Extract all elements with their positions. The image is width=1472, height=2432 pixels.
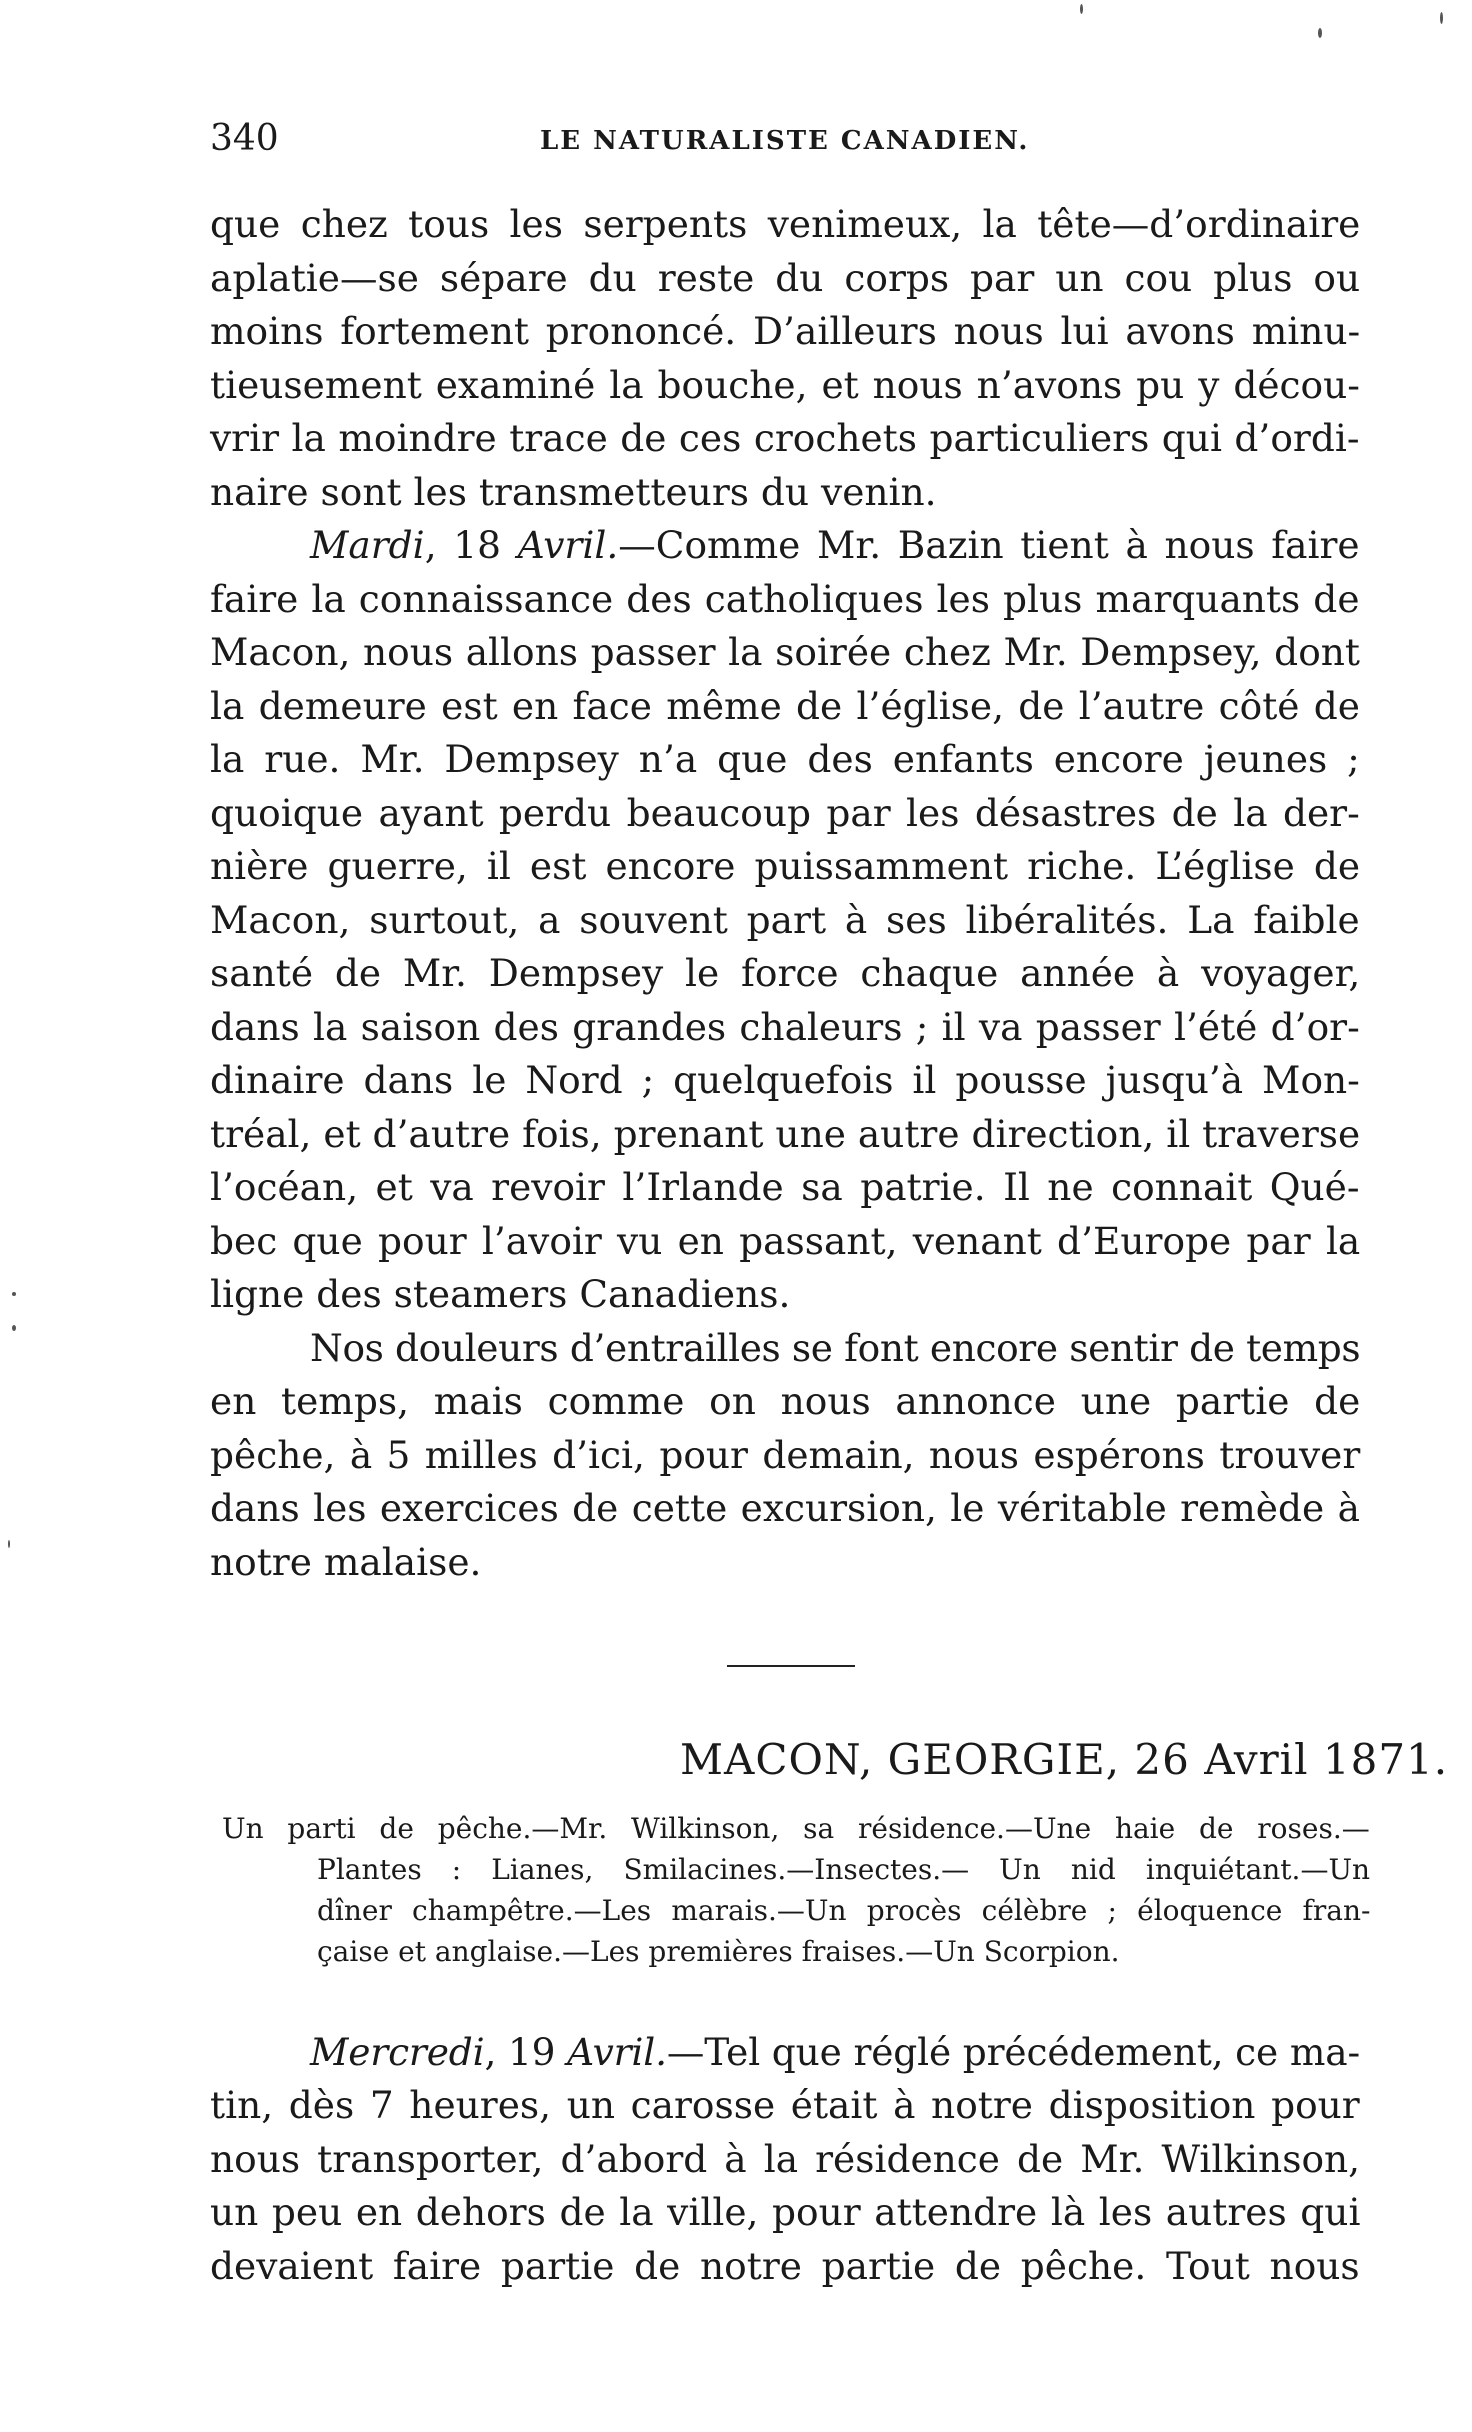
body-text-continued <box>210 1988 1360 2331</box>
text-line: vrir la moindre trace de ces crochets particuliers qui d’ordi- <box>210 416 1360 460</box>
text-line: l’océan, et va revoir l’Irlande sa patrie. Il ne connait Qué- <box>210 1165 1360 1209</box>
text-line: bec que pour l’avoir vu en passant, venant d’Europe par la <box>210 1218 1361 1263</box>
text-line: dinaire dans le Nord ; quelquefois il pousse jusqu’à Mon- <box>210 1058 1360 1102</box>
summary-line: dîner champêtre.—Les marais.—Un procès célèbre ; éloquence fran- <box>317 1894 1371 1927</box>
text-line: quoique ayant perdu beaucoup par les désastres de la der- <box>210 790 1360 835</box>
scan-speck <box>8 1540 10 1548</box>
paragraph-3 <box>210 1322 1360 1590</box>
text-line: Macon, nous allons passer la soirée chez Mr. Dempsey, dont <box>210 630 1360 674</box>
text-line: faire la connaissance des catholiques les plus marquants de <box>210 576 1360 621</box>
date-month: Avril. <box>517 523 619 567</box>
date-month: Avril. <box>567 2029 667 2074</box>
scan-speck <box>12 1325 16 1331</box>
section-divider <box>727 1665 855 1667</box>
paragraph-2 <box>210 519 1360 1322</box>
text-line-dated <box>210 2026 1360 2080</box>
text-line: que chez tous les serpents venimeux, la tête—d’ordinaire <box>210 202 1361 246</box>
text-line: notre malaise. <box>210 1539 482 1584</box>
date-day: Mardi <box>310 523 425 567</box>
text-line: ligne des steamers Canadiens. <box>210 1272 791 1316</box>
text-line: devaient faire partie de notre partie de pêche. Tout nous <box>210 2243 1360 2288</box>
date-num: , 18 <box>424 523 518 567</box>
running-head: LE NATURALISTE CANADIEN. <box>540 126 1030 156</box>
date-day: Mercredi <box>310 2029 485 2074</box>
summary-line: çaise et anglaise.—Les premières fraises.—Un Scorpion. <box>317 1935 1120 1968</box>
section-dateline: MACON, GEORGIE, 26 Avril 1871. <box>680 1735 1449 1784</box>
paragraph-1 <box>210 198 1360 519</box>
text-line: la rue. Mr. Dempsey n’a que des enfants encore jeunes ; <box>210 737 1360 781</box>
text-line: naire sont les transmetteurs du venin. <box>210 469 937 514</box>
text-line: nière guerre, il est encore puissamment riche. L’église de <box>210 844 1361 888</box>
text-line: tréal, et d’autre fois, prenant une autre direction, il traverse <box>210 1111 1361 1156</box>
text-line-dated <box>210 519 1360 573</box>
text-line: en temps, mais comme on nous annonce une partie de <box>210 1379 1361 1423</box>
text-line: tin, dès 7 heures, un carosse était à notre disposition pour <box>210 2083 1360 2127</box>
date-num: , 19 <box>484 2029 568 2074</box>
text-line: —Comme Mr. Bazin tient à nous faire <box>618 523 1360 567</box>
scan-speck <box>1080 4 1083 14</box>
text-line: la demeure est en face même de l’église, de l’autre côté de <box>210 683 1360 728</box>
text-line: moins fortement prononcé. D’ailleurs nous lui avons minu- <box>210 309 1361 353</box>
text-line: Macon, surtout, a souvent part à ses libéralités. La faible <box>210 897 1360 942</box>
scan-speck <box>12 1292 16 1296</box>
summary-line: Plantes : Lianes, Smilacines.—Insectes.— Un nid inquiétant.—Un <box>317 1853 1371 1886</box>
page-number: 340 <box>210 118 279 159</box>
text-line: —Tel que réglé précédement, ce ma- <box>666 2029 1360 2074</box>
scan-speck <box>1318 28 1322 38</box>
scan-speck <box>1440 12 1443 24</box>
text-line: pêche, à 5 milles d’ici, pour demain, nous espérons trouver <box>210 1432 1361 1477</box>
text-line: santé de Mr. Dempsey le force chaque année à voyager, <box>210 951 1361 995</box>
text-line: un peu en dehors de la ville, pour attendre là les autres qui <box>210 2190 1361 2234</box>
text-line: nous transporter, d’abord à la résidence de Mr. Wilkinson, <box>210 2136 1361 2181</box>
text-line: dans la saison des grandes chaleurs ; il va passer l’été d’or- <box>210 1004 1360 1049</box>
body-text <box>210 198 1360 1589</box>
paragraph-4 <box>210 2026 1360 2294</box>
page-header <box>210 118 1360 168</box>
text-line: aplatie—se sépare du reste du corps par un cou plus ou <box>210 255 1361 300</box>
text-line: dans les exercices de cette excursion, le véritable remède à <box>210 1486 1360 1530</box>
section-summary <box>222 1808 1370 1972</box>
summary-line: Un parti de pêche.—Mr. Wilkinson, sa résidence.—Une haie de roses.— <box>222 1812 1370 1845</box>
text-line: Nos douleurs d’entrailles se font encore sentir de temps <box>310 1325 1361 1370</box>
text-line: tieusement examiné la bouche, et nous n’avons pu y décou- <box>210 362 1360 407</box>
